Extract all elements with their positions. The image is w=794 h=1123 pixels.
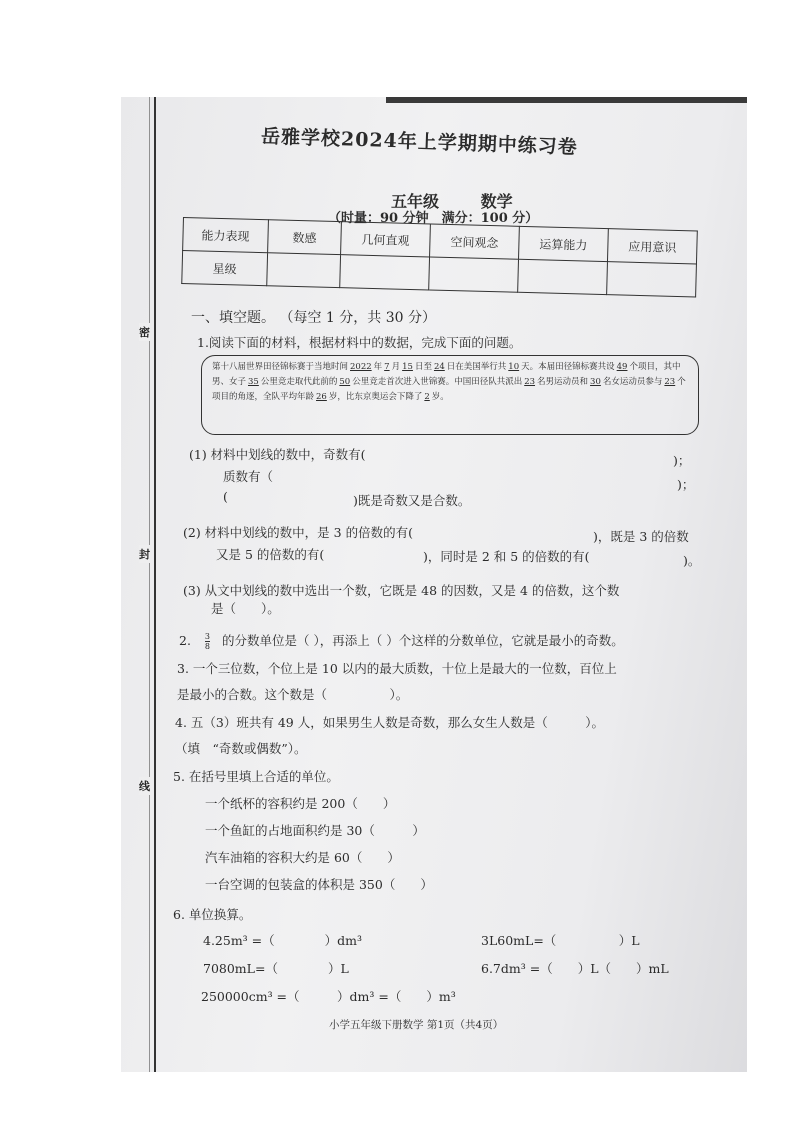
q1-sub2-line1-mid: )，既是 3 的倍数 bbox=[593, 529, 689, 544]
q6-c: 7080mL=（ ）L bbox=[203, 961, 349, 976]
q6-b: 3L60mL=（ ）L bbox=[481, 933, 640, 948]
q6-d: 6.7dm³ =（ ）L（ ）mL bbox=[481, 961, 669, 976]
q2 bbox=[179, 631, 624, 651]
section1-heading-line bbox=[191, 307, 436, 327]
q5-item-2: 汽车油箱的容积大约是 60（ ） bbox=[205, 850, 400, 865]
seal-mark-xian: 线 bbox=[139, 777, 150, 795]
binding-margin-line-inner bbox=[149, 97, 150, 1072]
page-footer: 小学五年级下册数学 第1页（共4页） bbox=[329, 1019, 504, 1031]
q1-sub1-line1-end: )； bbox=[673, 453, 691, 468]
section1-scoring: （每空 1 分，共 30 分） bbox=[279, 310, 436, 326]
q6-prompt: 6. 单位换算。 bbox=[173, 907, 252, 922]
exam-photo bbox=[121, 97, 747, 1072]
q1-sub3-line1: (3) 从文中划线的数中选出一个数，它既是 48 的因数，又是 4 的倍数，这个数 bbox=[183, 583, 620, 598]
seal-mark-feng: 封 bbox=[139, 545, 150, 563]
q1-sub2-line1: (2) 材料中划线的数中，是 3 的倍数的有( bbox=[183, 525, 413, 540]
subject-label: 数学 bbox=[480, 192, 513, 211]
q5-item-0: 一个纸杯的容积约是 200（ ） bbox=[205, 796, 396, 811]
q2-number: 2. bbox=[179, 633, 191, 648]
q2-text: 的分数单位是（ ），再添上（ ）个这样的分数单位，它就是最小的奇数。 bbox=[222, 633, 624, 648]
exam-title: 岳雅学校2024年上学期期中练习卷 bbox=[260, 125, 579, 159]
q4-line2: （填 “奇数或偶数”）。 bbox=[175, 741, 307, 756]
binding-margin-line bbox=[154, 97, 156, 1072]
q3-line1: 3. 一个三位数，个位上是 10 以内的最大质数，十位上是最大的一位数，百位上 bbox=[177, 661, 617, 676]
photo-edge-shadow bbox=[386, 97, 747, 103]
ability-row2-label: 星级 bbox=[182, 251, 268, 286]
q3-line2: 是最小的合数。这个数是（ ）。 bbox=[177, 687, 409, 702]
q1-prompt: 1.阅读下面的材料，根据材料中的数据，完成下面的问题。 bbox=[197, 335, 522, 350]
q2-fraction bbox=[205, 632, 210, 651]
q1-sub3-line2: 是（ ）。 bbox=[211, 601, 280, 616]
q1-sub1-line1: (1) 材料中划线的数中，奇数有( bbox=[189, 447, 366, 462]
ability-col-0: 数感 bbox=[268, 220, 342, 255]
star-cell[interactable] bbox=[518, 259, 608, 294]
q1-sub2-line2-mid: )，同时是 2 和 5 的倍数的有( bbox=[423, 549, 590, 564]
q5-prompt: 5. 在括号里填上合适的单位。 bbox=[173, 769, 339, 784]
q2-fraction-numerator: 3 bbox=[204, 632, 211, 641]
q4-line1: 4. 五（3）班共有 49 人，如果男生人数是奇数，那么女生人数是（ ）。 bbox=[175, 715, 604, 730]
q1-sub1-line2-end: )； bbox=[677, 477, 695, 492]
ability-col-3: 运算能力 bbox=[519, 226, 609, 261]
q5-item-3: 一台空调的包装盒的体积是 350（ ） bbox=[205, 877, 433, 892]
ability-table bbox=[181, 217, 698, 297]
ability-col-2: 空间观念 bbox=[430, 224, 520, 259]
q1-sub2-line2: 又是 5 的倍数的有( bbox=[216, 547, 325, 562]
q2-fraction-denominator: 8 bbox=[204, 642, 211, 651]
ability-col-4: 应用意识 bbox=[607, 229, 697, 264]
ability-col-1: 几何直观 bbox=[341, 222, 431, 257]
q1-sub1-line3: ( bbox=[223, 489, 228, 504]
q1-sub1-line2: 质数有（ bbox=[223, 469, 274, 484]
star-cell[interactable] bbox=[340, 255, 430, 290]
ability-row1-label: 能力表现 bbox=[183, 218, 269, 253]
q6-a: 4.25m³ =（ ）dm³ bbox=[203, 933, 363, 948]
q1-sub2-line2-end: )。 bbox=[683, 553, 701, 568]
q1-passage: 第十八届世界田径锦标赛于当地时间 2022 年 7 月 15 日至 24 日在美国举行共 10 天。本届田径锦标赛共设 49 个项目，其中男、女子 35 公里竞走取代此前的 50 公里竞走首次进入世锦赛。中国田径队共派出 23 名男运动员和 30 名女运动员参与 23 个项目的角逐，全队平均年龄 26 岁，比东京奥运会下降了 2 岁。 bbox=[201, 355, 699, 435]
q6-e: 250000cm³ =（ ）dm³ =（ ）m³ bbox=[201, 989, 456, 1004]
star-cell[interactable] bbox=[429, 257, 519, 292]
seal-mark-mi: 密 bbox=[139, 323, 150, 341]
section1-heading: 一、填空题。 bbox=[191, 310, 275, 326]
grade-label: 五年级 bbox=[391, 192, 440, 211]
star-cell[interactable] bbox=[607, 262, 697, 297]
q1-sub1-line3-end: )既是奇数又是合数。 bbox=[353, 493, 471, 508]
star-cell[interactable] bbox=[267, 253, 341, 288]
q5-item-1: 一个鱼缸的占地面积约是 30（ ） bbox=[205, 823, 425, 838]
time-info: （时量：90 分钟 满分：100 分） bbox=[328, 211, 539, 226]
